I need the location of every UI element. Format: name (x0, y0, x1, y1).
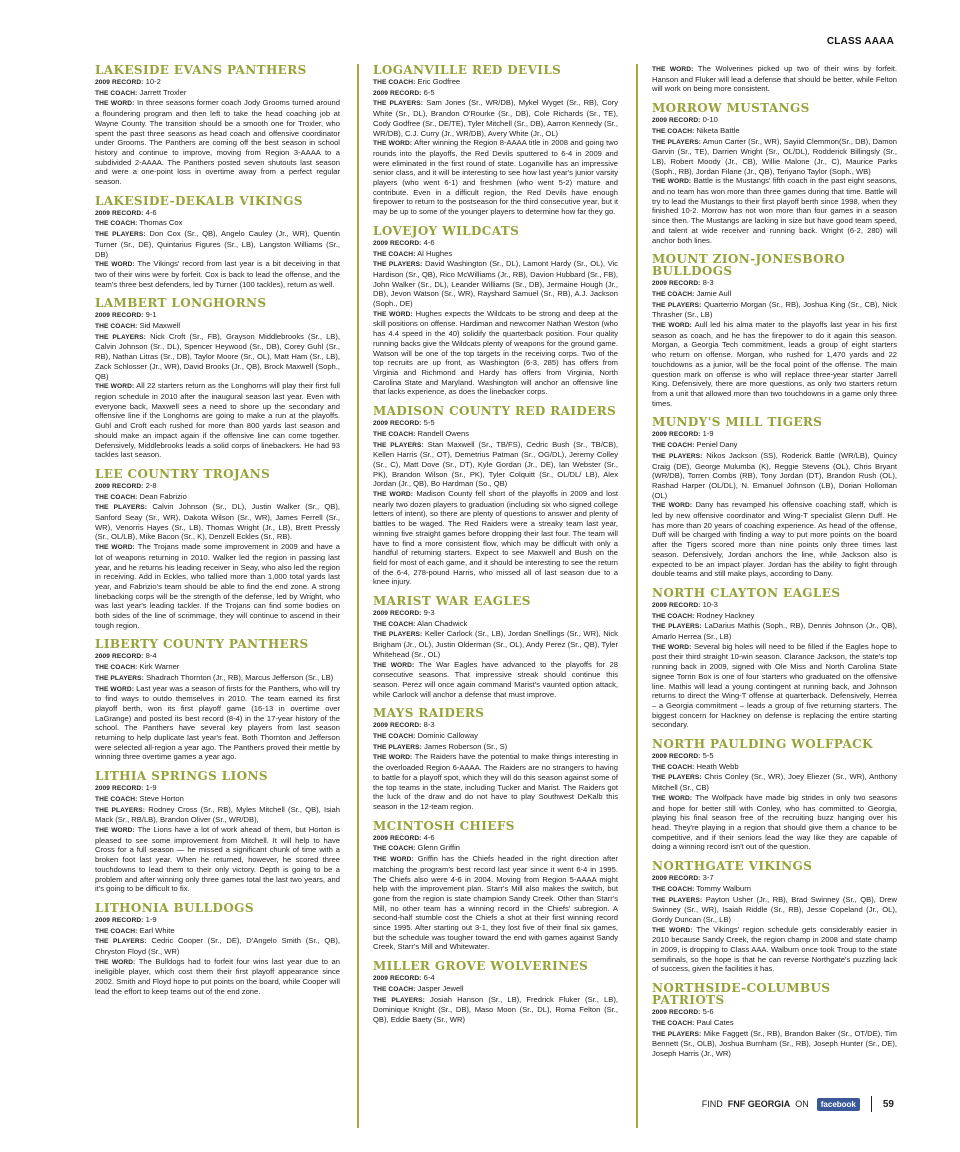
team-entry (95, 195, 340, 290)
coach-label: THE COACH: (652, 1019, 695, 1027)
team-word: Aull led his alma mater to the playoffs last year in his first season as coach, and he has the firepower to do it again this season. Morgan, a Georgia Tech commitment, leads a group of eight starters who return on offense. Morgan, who rushed for 1,470 yards and 22 touchdowns as a junior, will be the focal point of the offense. The main question mark on offense is who will replace three-year starter Jarrell King. Defensively, there are more questions, as only two starters return from a unit that allowed more than two touchdowns in a game only three times. (652, 320, 897, 408)
team-players-line (95, 332, 340, 382)
team-coach-line (373, 843, 618, 854)
players-label: THE PLAYERS: (652, 1030, 702, 1038)
team-players-line (373, 259, 618, 309)
team-name: LIBERTY COUNTY PANTHERS (95, 637, 309, 652)
coach-label: THE COACH: (652, 290, 695, 298)
team-players: Nikos Jackson (SS), Roderick Battle (WR/LB), Quincy Craig (DE), George Mulumba (K), Reggie Stevens (OL), Chris Bryant (WR/DB), Torren Combs (RB), Tony Jordan (DT), Brandon Rush (OL), Rashad Harper (OL/DL), N. Emanuel Johnson (LB), Dorian Holloman (OL) (652, 450, 897, 500)
team-entry (95, 468, 340, 631)
team-record: 6-4 (423, 973, 435, 983)
team-coach: Rodney Hackney (696, 610, 755, 620)
team-record: 0-10 (702, 115, 718, 125)
team-players: Keller Carlock (Sr., LB), Jordan Snellings (Sr., WR), Nick Brigham (Jr., OL), Justin Olderman (Sr., OL), Andy Perez (Sr., QB), Tyler Whitehead (Sr., OL) (373, 629, 618, 659)
word-label: THE WORD: (95, 685, 134, 693)
team-entry (652, 253, 897, 408)
team-name: LOVEJOY WILDCATS (373, 223, 520, 238)
team-word-line (373, 660, 618, 700)
team-name: MCINTOSH CHIEFS (373, 818, 515, 833)
team-entry (652, 416, 897, 579)
team-players: LaDarius Mathis (Soph., RB), Dennis Johnson (Jr., QB), Amarlo Herrea (Sr., LB) (652, 621, 897, 642)
coach-label: THE COACH: (373, 620, 416, 628)
record-label: 2009 RECORD: (95, 209, 144, 217)
word-label: THE WORD: (652, 643, 692, 651)
team-word-line (95, 542, 340, 630)
team-entry (373, 405, 618, 587)
team-word: After winning the Region 8-AAAA title in 2008 and going two rounds into the playoffs, the Red Devils sputtered to 6-4 in 2009 and were eliminated in the first round of state. Loganville has an impressive senior class, and it will be interesting to see how last year's junior varsity players (who went 6-1) and freshmen (who went 5-2) mature and contribute. Even in a difficult region, the Red Devils have enough firepower to return to the postseason for the third consecutive year, but it may be up to some of the younger players to determine how far they go. (373, 138, 618, 217)
team-coach: Earl White (139, 925, 175, 935)
team-players-line (373, 742, 618, 753)
team-coach-line (373, 619, 618, 630)
record-label: 2009 RECORD: (95, 916, 144, 924)
team-word: Dany has revamped his offensive coaching staff, which is led by new offensive coordinator and Wing-T specialist Glenn Duff. He has more than 20 years of coaching experience. As head of the offense, Duff will be charged with finding a way to put more points on the board after the Tigers scored more than nine points only three times last season. Defensively, Jordan anchors the line, while Jackson also is expected to be an impact player. Jordan has the ability to fight through double teams and still make plays, according to Dany. (652, 500, 897, 579)
team-coach-line (95, 794, 340, 805)
word-label: THE WORD: (95, 827, 135, 834)
footer-on: ON (795, 1099, 809, 1109)
team-word-line (95, 98, 340, 186)
team-players: James Roberson (Sr., S) (424, 741, 508, 751)
team-previews (95, 64, 897, 1128)
team-record: 8-3 (423, 720, 435, 730)
team-record: 4-6 (145, 207, 157, 217)
word-label: THE WORD: (373, 491, 414, 499)
coach-label: THE COACH: (652, 127, 695, 135)
team-record: 5-5 (423, 418, 435, 428)
team-coach: Kirk Warner (139, 662, 180, 672)
players-label: THE PLAYERS: (652, 301, 702, 309)
team-word: All 22 starters return as the Longhorns will play their first full region schedule in 2010 after the inaugural season last year. Even with everyone back, Maxwell sees a need to shore up the secondary and offensive line if the Longhorns are going to make a run at the playoffs. Guhl and Croft each rushed for more than 800 yards last season and should make an impact again if the offensive line can come together. Defensively, Middlebrooks leads a solid corps of linebackers. He had 93 tackles last season. (95, 381, 340, 460)
team-word-line (95, 825, 340, 894)
record-label: 2009 RECORD: (652, 431, 701, 439)
coach-label: THE COACH: (652, 442, 695, 450)
team-entry (652, 64, 897, 94)
players-label: THE PLAYERS: (95, 806, 146, 814)
team-coach-line (95, 926, 340, 937)
team-entry (652, 860, 897, 974)
team-record: 2-8 (145, 480, 157, 490)
team-word: Griffin has the Chiefs headed in the right direction after matching the program's best record last year since it went 6-4 in 1995. The Chiefs also were 4-6 in 2004. Moving from Region 5-AAAA might help with the improvement plan. Starr's Mill also makes the switch, but gone from the region is state champion Sandy Creek. Other than Starr's Mill, no other team has a winning record in the Chiefs' subregion. A second-half stumble cost the Chiefs a shot at their first winning record since 1995. After starting out 3-1, they lost five of their final six games, but the schedule was tougher toward the end with games against Sandy Creek, Starr's Mill and Whitewater. (373, 854, 618, 952)
record-label: 2009 RECORD: (652, 1009, 701, 1017)
team-record: 8-3 (702, 278, 714, 288)
team-word: The Trojans made some improvement in 2009 and have a lot of weapons returning in 2010. Walker led the region in passing last year, and he returns his leading receiver in Seay, who also led the region in receiving. Add in Eckles, who tallied more than 1,000 total yards last year, and Fabrizio's team should be able to find the end zone. A strong linebacking corps will be the strength of the defense, led by Wright, who was last year's leading tackler. If the Trojans can find some bodies on both sides of the line of scrimmage, they will continue to ascend in their tough region. (95, 542, 340, 630)
record-label: 2009 RECORD: (95, 312, 144, 320)
team-coach-line (652, 611, 897, 622)
team-record: 5-6 (702, 1007, 714, 1017)
team-word: In three seasons former coach Jody Grooms turned around a floundering program and then left to take the head coaching job at Wayne County. The transition should be a smooth one for Troxler, who spent the past three seasons as head coach and offensive coordinator under Grooms. The Panthers are coming off the best season in school history and continue to improve, moving from Region 3-AAAA to a subdivided 2-AAAA. The Panthers posted seven shutouts last season and were a one-point loss in overtime away from a perfect regular season. (95, 98, 340, 187)
players-label: THE PLAYERS: (373, 996, 425, 1004)
coach-label: THE COACH: (373, 985, 416, 993)
team-record-line (95, 208, 340, 219)
team-word-line (652, 642, 897, 730)
players-label: THE PLAYERS: (373, 100, 424, 108)
team-coach: Jasper Jewell (417, 983, 464, 993)
team-coach-line (373, 984, 618, 995)
record-label: 2009 RECORD: (652, 117, 701, 125)
record-label: 2009 RECORD: (95, 653, 144, 661)
record-label: 2009 RECORD: (373, 610, 422, 618)
team-entry (373, 225, 618, 397)
team-entry (373, 595, 618, 699)
team-coach: Jarrett Troxler (139, 87, 187, 97)
players-label: THE PLAYERS: (373, 743, 422, 751)
team-coach: Dean Fabrizio (139, 491, 187, 501)
section-label: CLASS AAAA (826, 36, 894, 47)
team-record-line (95, 915, 340, 926)
players-label: THE PLAYERS: (652, 138, 702, 146)
team-entry (652, 738, 897, 852)
team-record-line (652, 278, 897, 289)
word-label: THE WORD: (652, 322, 692, 330)
team-coach: Glenn Griffin (417, 843, 461, 853)
team-players-line (652, 895, 897, 925)
coach-label: THE COACH: (95, 927, 138, 935)
coach-label: THE COACH: (95, 323, 138, 331)
team-coach-line (652, 440, 897, 451)
team-name: LAKESIDE EVANS PANTHERS (95, 64, 307, 77)
team-coach-line (95, 218, 340, 229)
word-label: THE WORD: (95, 544, 135, 552)
word-label: THE WORD: (373, 754, 413, 762)
team-word: Several big holes will need to be filled if the Eagles hope to post their third straight 10-win season. Clarance Jackson, the state's top running back in 2009, signed with Ole Miss and North Carolina State signee Torrin Box is one of four starters who graduated on the offensive line. Mathis will lead a young contingent at running back, and Johnson returns to direct the Wing-T offense at quarterback. Defensively, Herrea – a Georgia commitment – leads a group of five returning starters. The biggest concern for Hackney on defense is replacing the entire starting secondary. (652, 641, 897, 730)
team-record: 1-9 (145, 783, 157, 793)
team-name: MARIST WAR EAGLES (373, 594, 531, 609)
team-coach-line (373, 731, 618, 742)
team-word: The Raiders have the potential to make things interesting in the overloaded Region 6-AAAA. The Raiders are no strangers to having to battle for a playoff spot, which they will do this season against some of the top teams in the state, including Tucker and Marist. The Raiders got the luck of the draw and do not have to play Southwest DeKalb this season in the 12-team region. (373, 752, 618, 811)
team-coach: Eric Godfree (417, 77, 461, 86)
team-players-line (652, 451, 897, 501)
footer-divider (871, 1096, 872, 1112)
team-coach-line (652, 126, 897, 137)
players-label: THE PLAYERS: (95, 333, 146, 341)
team-coach: Dominic Calloway (417, 731, 478, 741)
team-word: The Vikings' region schedule gets considerably easier in 2010 because Sandy Creek, the region champ in 2008 and state champ in 2009, is dropping to Class AAA. Walburn once took Troup to the state semifinals, so the hope is that he can reverse Northgate's puzzling lack of success, given the facilities it has. (652, 924, 897, 974)
coach-label: THE COACH: (373, 430, 416, 438)
record-label: 2009 RECORD: (373, 239, 422, 247)
team-word-line (373, 854, 618, 952)
team-record-line (373, 88, 618, 99)
team-name: LAKESIDE-DEKALB VIKINGS (95, 193, 303, 208)
team-record-line (652, 115, 897, 126)
players-label: THE PLAYERS: (652, 774, 702, 782)
team-coach-line (95, 492, 340, 503)
word-label: THE WORD: (95, 383, 135, 391)
team-coach-line (652, 884, 897, 895)
coach-label: THE COACH: (652, 763, 695, 771)
word-label: THE WORD: (652, 66, 694, 73)
team-record-line (95, 783, 340, 794)
team-record-line (95, 77, 340, 88)
team-players-line (95, 673, 340, 684)
team-players: Chris Conley (Sr., WR), Joey Eliezer (Sr., WR), Anthony Mitchell (Sr., CB) (652, 772, 897, 793)
team-word-line (652, 500, 897, 579)
team-coach: Steve Horton (139, 793, 184, 803)
players-label: THE PLAYERS: (652, 623, 702, 631)
word-label: THE WORD: (95, 958, 136, 966)
team-word-line (373, 309, 618, 397)
team-word: The Lions have a lot of work ahead of them, but Horton is pleased to see some improvement from Mitchell. It will help to have Cross for a full season — he missed a significant chunk of time with a broken foot last year. When he returned, however, he scored three touchdowns to lead them to their only victory. Depth is going to be a problem and after winning only three games total the last two years, and it's going to be difficult to fix. (95, 825, 340, 894)
word-label: THE WORD: (95, 261, 135, 269)
team-word-line (373, 752, 618, 811)
team-players: Josiah Hanson (Sr., LB), Fredrick Fluker (Sr., LB), Dominique Knight (Sr., DB), Maso Moon (Sr., DL), Roma Felton (Sr., QB), Eddie Baety (Sr., WR) (373, 994, 618, 1024)
team-entry (373, 960, 618, 1025)
coach-label: THE COACH: (95, 795, 138, 803)
team-entry (373, 707, 618, 811)
team-entry (652, 102, 897, 245)
team-word-line (95, 684, 340, 763)
team-players: Rodney Cross (Sr., RB), Myles Mitchell (Sr., QB), Isiah Mack (Sr., RB/LB), Brandon Oliver (Sr., WR/DB), (95, 804, 340, 825)
team-coach-line (95, 321, 340, 332)
team-word-line (373, 489, 618, 587)
word-label: THE WORD: (373, 310, 413, 318)
team-word-line (95, 259, 340, 289)
team-record-line (652, 1007, 897, 1018)
word-label: THE WORD: (95, 100, 135, 108)
team-word-line (373, 138, 618, 217)
footer-brand: FNF GEORGIA (727, 1099, 791, 1109)
column-1 (95, 64, 340, 1128)
team-players-line (652, 1029, 897, 1059)
word-label: THE WORD: (652, 794, 693, 802)
team-word-line (652, 925, 897, 975)
team-word-line (95, 381, 340, 460)
team-coach-line (373, 429, 618, 440)
team-word-line (652, 320, 897, 408)
word-label: THE WORD: (652, 926, 693, 934)
team-name: NORTH PAULDING WOLFPACK (652, 737, 873, 752)
team-word-line (95, 957, 340, 997)
record-label: 2009 RECORD: (652, 875, 701, 883)
team-record-line (95, 310, 340, 321)
record-label: 2009 RECORD: (373, 975, 422, 983)
team-players-line (652, 621, 897, 641)
team-players: Cedric Cooper (Sr., DE), D'Angelo Smith (Sr., QB), Chryston Floyd (Sr., WR) (95, 936, 340, 957)
players-label: THE PLAYERS: (95, 674, 144, 682)
team-record: 9-1 (145, 310, 157, 320)
team-players-line (95, 936, 340, 956)
team-record: 1-9 (145, 914, 157, 924)
team-name: LEE COUNTRY TROJANS (95, 466, 271, 481)
players-label: THE PLAYERS: (373, 631, 423, 639)
team-record-line (652, 873, 897, 884)
team-name: MUNDY'S MILL TIGERS (652, 415, 823, 430)
team-record: 8-4 (145, 651, 157, 661)
team-players-line (373, 629, 618, 659)
team-coach-line (652, 289, 897, 300)
team-record-line (373, 418, 618, 429)
team-players: Nick Croft (Sr., FB), Grayson Middlebrooks (Sr., LB), Calvin Johnson (Sr., DL), Spencer Heywood (Sr., DB), Corey Guhl (Sr., RB), Nathan Litras (Sr., DB), Taylor Moore (Sr., OL), Matt Ham (Sr., LB), Zack Schlosser (Jr., WR), David Brooks (Jr., QB), Brock Maxwell (Soph., QB) (95, 331, 340, 381)
record-label: 2009 RECORD: (652, 601, 701, 609)
team-players-line (652, 137, 897, 177)
team-name: NORTHSIDE-COLUMBUS PATRIOTS (652, 981, 831, 1008)
team-players-line (95, 502, 340, 542)
record-label: 2009 RECORD: (652, 280, 701, 288)
team-word: The Wolfpack have made big strides in only two seasons and hope for better still with Conley, who has committed to Georgia, playing his final season free of the recruiting buzz hanging over his head. They're playing in a region that should give them a chance to be competitive, and if their seniors lead the way like they are capable of doing a winning record isn't out of the question. (652, 792, 897, 852)
team-name: NORTHGATE VIKINGS (652, 859, 813, 874)
team-coach: Randell Owens (417, 428, 470, 438)
team-word: Hughes expects the Wildcats to be strong and deep at the skill positions on offense. Hardiman and newcomer Nathan Weston (who has 4.4 speed in the 40) solidify the quarterback position. Four quality running backs give the Wildcats plenty of weapons for the ground game. Watson will be one of the top targets in the receiving corps. Two of the top recruits are up front, as Washington (6-3, 285) has offers from Virginia and Richmond and Hardy has offers from Virginia, North Carolina State and Maryland. Washington will anchor an offensive line that lacks experience, as does the linebacker corps. (373, 308, 618, 397)
players-label: THE PLAYERS: (652, 896, 703, 904)
team-coach: Paul Cates (696, 1017, 734, 1027)
team-players: Don Cox (Sr., QB), Angelo Cauley (Jr., WR), Quentin Turner (Sr., DE), Quintarius Figures (Sr., LB), Langston Williams (Sr., DB) (95, 229, 340, 259)
coach-label: THE COACH: (373, 79, 416, 86)
team-entry (95, 638, 340, 762)
team-record-line (652, 429, 897, 440)
team-word: Madison County fell short of the playoffs in 2009 and lost nearly two dozen players to graduation (including six who signed college letters of intent), so there are plenty of questions to answer and plenty of battles to be waged. The Red Raiders were a streaky team last year, winning five straight games before dropping their last four. The team will have to find a more consistent flow, which may be difficult with only a handful of returning starters. Expect to see Maxwell and Bush on the field for most of each game, and it should be interesting to see the return of the 6-4, 278-pound Harris, who missed all of last season due to a knee injury. (373, 489, 618, 587)
team-players: David Washington (Sr., DL), Lamont Hardy (Sr., OL), Vic Hardison (Sr., QB), Rico McWilliams (Jr., RB), Davion Hubbard (Sr., FB), John Walker (Sr., DL), Leander Williams (Sr., DB), Jermaine Hough (Jr., DB), Jevon Watson (Sr., WR), Rayshard Samuel (Sr., RB), A.J. Jackson (Soph., DE) (373, 259, 618, 309)
team-record: 6-5 (423, 87, 435, 97)
page-number: 59 (882, 1098, 894, 1110)
team-coach-line (373, 249, 618, 260)
team-record: 5-5 (702, 751, 714, 761)
record-label: 2009 RECORD: (95, 79, 144, 86)
team-name: LOGANVILLE RED DEVILS (373, 64, 562, 77)
team-coach: Peniel Dany (696, 440, 738, 450)
coach-label: THE COACH: (95, 89, 138, 97)
team-word-line (652, 176, 897, 245)
record-label: 2009 RECORD: (652, 753, 701, 761)
record-label: 2009 RECORD: (95, 482, 144, 490)
team-players: Shadrach Thornton (Jr., RB), Marcus Jefferson (Sr., LB) (146, 672, 334, 682)
word-label: THE WORD: (652, 502, 693, 510)
team-record-line (373, 833, 618, 844)
team-name: MORROW MUSTANGS (652, 101, 810, 116)
team-entry (652, 587, 897, 730)
team-players: Calvin Johnson (Sr., DL), Justin Walker (Sr., QB), Sanford Seay (Sr., WR), Dakota Wilson (Sr., WR), James Ferrell (Sr., WR), Venorris Hayes (Sr., LB), Thomas Wright (Jr., LB), Brett Pressly (Sr., OL/LB), Mike Bacon (Sr., K), Denzell Eckles (Sr., RB). (95, 502, 340, 542)
coach-label: THE COACH: (373, 845, 416, 853)
team-players-line (95, 229, 340, 259)
team-record-line (652, 600, 897, 611)
team-coach: Al Hughes (417, 248, 453, 258)
page-footer (702, 1096, 894, 1112)
word-label: THE WORD: (652, 178, 692, 186)
word-label: THE WORD: (373, 856, 414, 864)
team-record-line (95, 481, 340, 492)
team-coach-line (652, 762, 897, 773)
coach-label: THE COACH: (652, 612, 695, 620)
word-label: THE WORD: (373, 661, 415, 669)
team-word: Battle is the Mustangs' fifth coach in the past eight seasons, and no team has won more than three games during that time. Battle will try to lead the Mustangs to their first playoff berth since 1998, when they finished 10-2. Morrow has not won more than four games in a season since then. The Mustangs are lacking in size but have good team speed, and talent at wide receiver and running back. Wright (6-2, 280) will anchor both lines. (652, 176, 897, 245)
players-label: THE PLAYERS: (95, 938, 147, 946)
record-label: 2009 RECORD: (95, 785, 144, 793)
team-entry (95, 770, 340, 894)
team-coach-line (95, 88, 340, 99)
team-record: 3-7 (702, 873, 714, 883)
facebook-logo[interactable]: facebook (817, 1098, 860, 1111)
word-label: THE WORD: (373, 140, 413, 148)
team-players-line (373, 440, 618, 490)
players-label: THE PLAYERS: (95, 504, 148, 512)
team-players: Payton Usher (Jr., RB), Brad Swinney (Sr., QB), Drew Swinney (Sr., WR), Isaiah Riddle (Sr., RB), Jesse Copeland (Jr., OL), Gordy Duncan (Sr., LB) (652, 894, 897, 924)
team-players: Mike Faggett (Sr., RB), Brandon Baker (Sr., OT/DE), Tim Bennett (Sr., OLB), Joshua Burnham (Sr., RB), Joseph Hunter (Sr., DE), Joseph Harris (Jr., WR) (652, 1028, 897, 1058)
record-label: 2009 RECORD: (373, 89, 422, 97)
team-players-line (95, 805, 340, 825)
team-coach: Niketa Battle (696, 125, 740, 135)
coach-label: THE COACH: (652, 885, 695, 893)
team-word: Last year was a season of firsts for the Panthers, who will try to find ways to outdo themselves in 2010. The team earned its first playoff berth, won its first playoff game (16-13 in overtime over LaGrange) and posted its best record (8-4) in the 17-year history of the school. The Panthers have several key players from last season returning to help duplicate last year's feat. Both Thornton and Jefferson were selected all-region a year ago. The Panthers proved their mettle by winning three overtime games a year ago. (95, 683, 340, 762)
team-record-line (373, 973, 618, 984)
team-record: 10-3 (702, 599, 718, 609)
team-record: 1-9 (702, 429, 714, 439)
team-players-line (652, 300, 897, 320)
team-coach: Heath Webb (696, 761, 739, 771)
team-word: The Bulldogs had to forfeit four wins last year due to an ineligible player, which cost them their first playoff appearance since 2002. Smith and Floyd hope to put points on the board, while Cooper will lead the effort to keep teams out of the end zone. (95, 956, 340, 996)
team-players-line (373, 995, 618, 1025)
team-entry (373, 820, 618, 952)
team-record: 4-6 (423, 832, 435, 842)
coach-label: THE COACH: (373, 733, 416, 741)
team-entry (95, 64, 340, 187)
team-record-line (652, 751, 897, 762)
coach-label: THE COACH: (373, 250, 416, 258)
team-entry (373, 64, 618, 217)
team-word-line (652, 64, 897, 94)
team-name: NORTH CLAYTON EAGLES (652, 585, 841, 600)
players-label: THE PLAYERS: (373, 441, 424, 449)
team-record: 9-3 (423, 608, 435, 618)
team-word-line (652, 793, 897, 852)
team-word: The War Eagles have advanced to the playoffs for 28 consecutive seasons. That impressive streak should continue this season. Perez will once again command Marist's vaunted option attack, while Carlock will anchor a defense that must improve. (373, 659, 618, 699)
team-players: Sam Jones (Sr., WR/DB), Mykel Wyget (Sr., RB), Cory White (Sr., DL), Brandon O'Rourke (Sr., DB), Cole Richards (Sr., TE), Cody Godfree (Sr., DE/TE), Tyler Mitchell (Sr., DB), Aarron Kennedy (Sr., WR/DB), C.J. Curry (Jr., WR/DB), Avery White (Jr., OL) (373, 98, 618, 138)
team-coach-line (373, 77, 618, 88)
coach-label: THE COACH: (95, 493, 138, 501)
team-record-line (373, 238, 618, 249)
team-coach: Sid Maxwell (139, 321, 181, 331)
team-entry (95, 902, 340, 997)
record-label: 2009 RECORD: (373, 722, 422, 730)
players-label: THE PLAYERS: (652, 452, 703, 460)
record-label: 2009 RECORD: (373, 420, 422, 428)
column-3 (652, 64, 897, 1128)
players-label: THE PLAYERS: (373, 261, 423, 269)
team-record-line (373, 608, 618, 619)
team-name: LITHONIA BULLDOGS (95, 900, 254, 915)
team-word: The Wolverines picked up two of their wins by forfeit. Hanson and Fluker will lead a defense that should be better, while Felton will work on being more consistent. (652, 64, 897, 94)
team-players: Quarterrio Morgan (Sr., RB), Joshua King (Sr., CB), Nick Thrasher (Sr., LB) (652, 299, 897, 320)
team-record: 4-6 (423, 237, 435, 247)
team-record-line (95, 651, 340, 662)
team-entry (95, 297, 340, 460)
coach-label: THE COACH: (95, 220, 138, 228)
column-2 (373, 64, 618, 1128)
team-name: MILLER GROVE WOLVERINES (373, 959, 589, 974)
team-players: Amun Carter (Sr., WR), Sayiid Clemmon(Sr., DB), Damon Garvin (Sr., TE), Darrien Wright (Sr., OL/DL), Rodderick Billingsly (Sr., LB), Robert Moody (Jr., CB), Willie Malone (Jr., C), Maurice Parks (Soph., RB), Jordan Filane (Jr., QB), Teriyano Taylor (Soph., WB) (652, 136, 897, 176)
team-entry (652, 982, 897, 1059)
players-label: THE PLAYERS: (95, 231, 146, 239)
coach-label: THE COACH: (95, 664, 138, 672)
team-coach: Thomas Cox (139, 218, 183, 228)
team-players-line (373, 98, 618, 138)
team-players-line (652, 772, 897, 792)
record-label: 2009 RECORD: (373, 834, 422, 842)
team-record-line (373, 720, 618, 731)
team-record: 10-2 (145, 77, 161, 86)
team-word: The Vikings' record from last year is a bit deceiving in that two of their wins were by forfeit. Cox is back to lead the offense, and the team's three best defenders, led by Turner (100 tackles), return as well. (95, 259, 340, 289)
team-coach-line (652, 1018, 897, 1029)
team-name: MOUNT ZION-JONESBORO BULLDOGS (652, 252, 846, 279)
team-name: MAYS RAIDERS (373, 706, 485, 721)
team-name: LITHIA SPRINGS LIONS (95, 769, 268, 784)
team-coach-line (95, 662, 340, 673)
team-players: Stan Maxwell (Sr., TB/FS), Cedric Bush (Sr., TB/CB), Kellen Harris (Sr., OT), Demetrius Patman (Sr., OG/DL), Jeremy Colley (Sr., C), Matt Dove (Sr., DT), Kyle Gordan (Jr., DE), Ian Webster (Sr., PK), Brandon Wilson (Sr., PK), Tyler Colquitt (Sr., OL/DL/ LB), Alex Jordan (Jr., QB), Bo Hardman (So., QB) (373, 439, 618, 489)
footer-find: FIND (701, 1099, 723, 1109)
team-coach: Tommy Walburn (696, 883, 751, 893)
team-coach: Alan Chadwick (417, 618, 468, 628)
team-name: LAMBERT LONGHORNS (95, 296, 267, 311)
team-coach: Jamie Aull (696, 288, 732, 298)
team-name: MADISON COUNTY RED RAIDERS (373, 404, 617, 419)
